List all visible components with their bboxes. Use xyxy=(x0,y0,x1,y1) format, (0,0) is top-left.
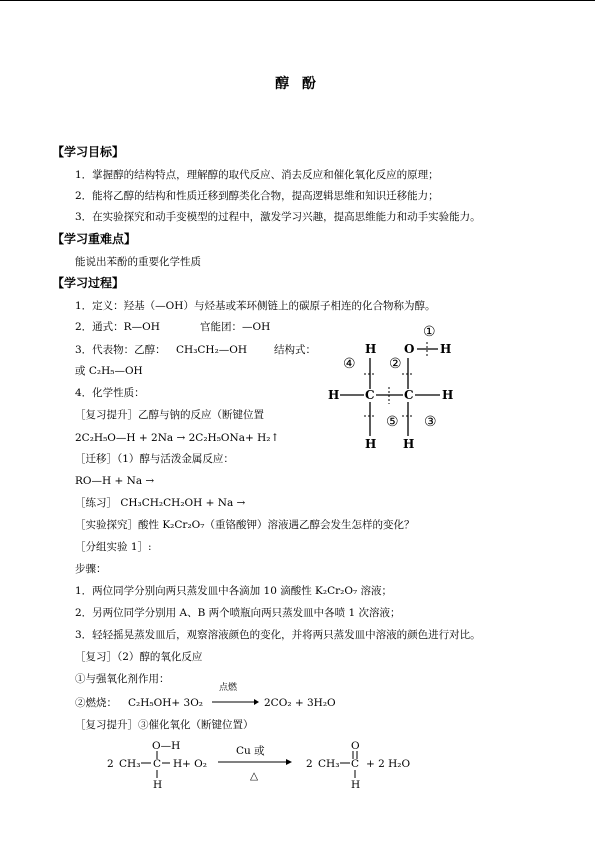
atom-h-bottom-left: H xyxy=(365,437,377,451)
section-process: 【学习过程】 xyxy=(52,276,125,290)
step-1: 1．两位同学分别向两只蒸发皿中各滴加 10 滴酸性 K₂Cr₂O₇ 溶液； xyxy=(75,585,393,597)
combustion-reactants: C₂H₅OH+ 3O₂ xyxy=(128,697,204,709)
carbon-right: C xyxy=(351,758,360,770)
hydroxyl-group: O—H xyxy=(152,740,181,752)
plus-o2: + O₂ xyxy=(182,758,207,770)
step-3: 3．轻轻摇晃蒸发皿后，观察溶液颜色的变化，并将两只蒸发皿中溶液的颜色进行对比。 xyxy=(75,629,481,641)
combustion-condition: 点燃 xyxy=(219,683,238,693)
top-border xyxy=(0,0,595,1)
atom-h-top-left: H xyxy=(365,342,377,356)
equation-sodium: 2C₂H₅O—H + 2Na → 2C₂H₅ONa+ H₂↑ xyxy=(75,432,280,444)
coef-right: 2 xyxy=(306,758,313,770)
catalytic-oxidation-equation xyxy=(100,735,420,791)
bond-5-label: ⑤ xyxy=(386,414,399,430)
combustion-arrow xyxy=(210,696,260,708)
atom-o: O xyxy=(404,342,415,356)
page-title: 醇 酚 xyxy=(275,76,320,92)
atom-h-left: H xyxy=(328,388,340,402)
review-catalytic: ［复习提升］③催化氧化（断键位置） xyxy=(75,719,254,731)
combustion-label: ②燃烧： xyxy=(75,697,117,709)
structure-label: 结构式： xyxy=(274,344,316,356)
general-formula: 2．通式：R—OH xyxy=(75,321,160,333)
functional-group: 官能团：—OH xyxy=(200,321,271,333)
section-key-points: 【学习重难点】 xyxy=(52,232,137,246)
bond-3-label: ③ xyxy=(424,414,437,430)
atom-h-right: H xyxy=(442,388,454,402)
methyl-right: CH₃ xyxy=(318,758,340,770)
atom-h-bottom-right: H xyxy=(403,437,415,451)
bond-2-label: ② xyxy=(389,356,402,372)
bond-1-label: ① xyxy=(423,324,436,340)
step-2: 2．另两位同学分别用 A、B 两个喷瓶向两只蒸发皿中各喷 1 次溶液； xyxy=(75,607,401,619)
representative-label: 3．代表物：乙醇： xyxy=(75,344,166,356)
ethanol-alt-formula: 或 C₂H₅—OH xyxy=(75,365,143,377)
practice: ［练习］ CH₃CH₂CH₂OH + Na → xyxy=(75,497,246,509)
group-experiment: ［分组实验 1］: xyxy=(75,541,152,553)
review-oxidation: ［复习］（2）醇的氧化反应 xyxy=(75,651,203,663)
ethanol-formula: CH₃CH₂—OH xyxy=(176,344,248,356)
condition-heat: △ xyxy=(250,770,259,782)
strong-oxidant: ①与强氧化剂作用： xyxy=(75,673,170,685)
h-bottom-left: H xyxy=(153,779,163,791)
key-point: 能说出苯酚的重要化学性质 xyxy=(75,256,201,268)
plus-water: + 2 H₂O xyxy=(366,758,411,770)
atom-c2: C xyxy=(404,388,414,402)
goal-2: 2．能将乙醇的结构和性质迁移到醇类化合物，提高逻辑思维和知识迁移能力； xyxy=(75,190,439,202)
steps-label: 步骤： xyxy=(75,563,107,575)
equation-general: RO—H + Na → xyxy=(75,475,155,487)
carbonyl-oxygen: O xyxy=(351,740,360,752)
goal-3: 3．在实验探究和动手变模型的过程中，激发学习兴趣，提高思维能力和动手实验能力。 xyxy=(75,211,481,223)
goal-1: 1．掌握醇的结构特点，理解醇的取代反应、消去反应和催化氧化反应的原理； xyxy=(75,169,439,181)
combustion-products: 2CO₂ + 3H₂O xyxy=(264,697,336,709)
h-left-right: H xyxy=(173,758,183,770)
experiment-explore: ［实验探究］酸性 K₂Cr₂O₇（重铬酸钾）溶液遇乙醇会发生怎样的变化？ xyxy=(75,519,415,531)
coef-left: 2 xyxy=(107,758,114,770)
transfer-metal: ［迁移］（1）醇与活泼金属反应： xyxy=(75,453,234,465)
atom-h-hydroxyl: H xyxy=(440,342,452,356)
condition-cu: Cu 或 xyxy=(236,745,265,757)
h-bottom-right: H xyxy=(351,779,361,791)
chem-properties: 4．化学性质： xyxy=(75,387,145,399)
bond-4-label: ④ xyxy=(343,356,356,372)
atom-c1: C xyxy=(365,388,375,402)
ethanol-structure xyxy=(322,318,472,454)
methyl-left: CH₃ xyxy=(119,758,141,770)
section-goals: 【学习目标】 xyxy=(52,145,125,159)
arrow-head xyxy=(286,759,292,765)
carbon-left: C xyxy=(153,758,162,770)
review-sodium: ［复习提升］乙醇与钠的反应（断键位置 xyxy=(75,409,264,421)
definition: 1．定义：羟基（—OH）与烃基或苯环侧链上的碳原子相连的化合物称为醇。 xyxy=(75,300,436,312)
